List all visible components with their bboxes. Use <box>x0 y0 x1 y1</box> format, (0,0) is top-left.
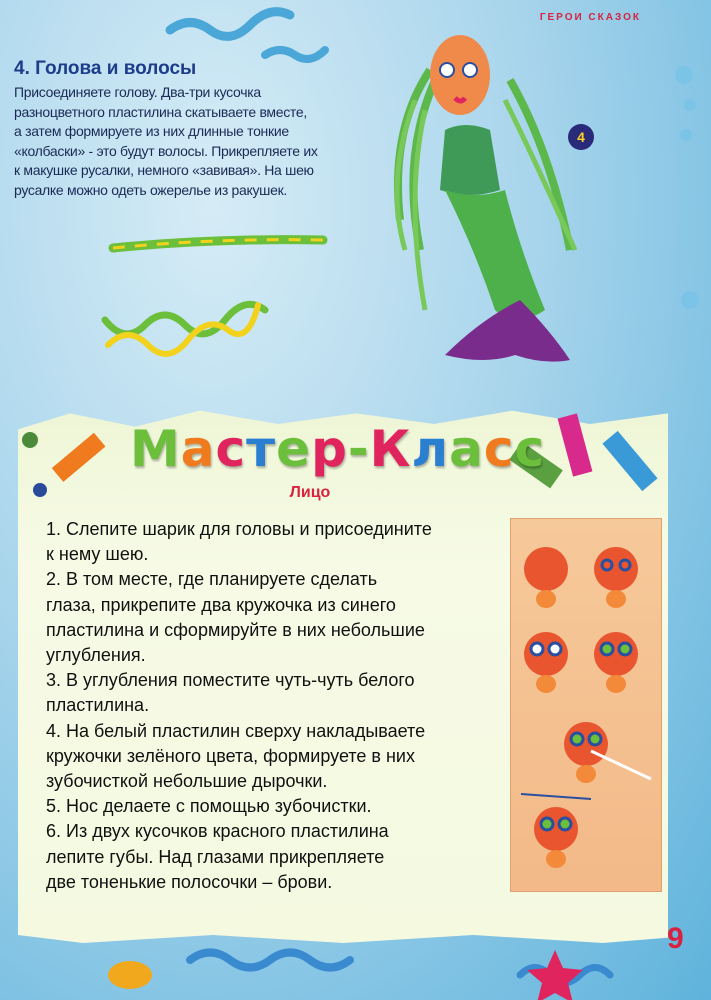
head-step-1 <box>524 547 568 608</box>
bubble <box>680 129 692 141</box>
section-tag: ГЕРОИ СКАЗОК <box>539 12 641 23</box>
title-letter: а <box>180 420 216 478</box>
master-class-subtitle: Лицо <box>289 484 331 501</box>
master-class-steps <box>46 517 516 895</box>
head-step-4 <box>594 632 638 693</box>
step-line: глаза, прикрепите два кружочка из синего <box>46 594 396 615</box>
bubble <box>681 291 699 309</box>
text-line: к макушке русалки, немного «завивая». На шею <box>14 162 314 178</box>
blue-bar <box>602 431 657 491</box>
title-letter: с <box>514 420 546 478</box>
title-letter: л <box>411 420 450 478</box>
title-letter: а <box>449 420 484 478</box>
wave-decoration <box>190 953 350 968</box>
bubble <box>684 99 696 111</box>
step-line: зубочисткой небольшие дырочки. <box>46 771 328 792</box>
step-line: 6. Из двух кусочков красного пластилина <box>46 821 389 842</box>
step-line: углубления. <box>46 645 146 666</box>
step-line: две тоненькие полосочки – брови. <box>46 871 333 892</box>
head-step-5 <box>564 722 651 783</box>
orange-bar <box>52 433 106 482</box>
title-letter: - <box>347 420 370 478</box>
step-line: кружочки зелёного цвета, формируете в них <box>46 745 415 766</box>
title-letter: т <box>246 420 277 478</box>
text-line: «колбаски» - это будут волосы. Прикрепляете их <box>14 142 318 159</box>
step-4-text <box>14 83 359 200</box>
plasticine-strand <box>105 304 265 334</box>
text-line: Присоединяете голову. Два-три кусочка <box>14 84 261 100</box>
step-line: к нему шею. <box>46 544 149 565</box>
step-badge: 4 <box>568 124 594 150</box>
wave-decoration <box>265 50 325 59</box>
title-letter: е <box>276 420 312 478</box>
bottom-decorations <box>0 930 711 1000</box>
pink-bar <box>558 413 593 476</box>
mermaid-figure <box>397 35 575 362</box>
title-letter: р <box>311 420 348 478</box>
step-line: пластилина. <box>46 695 150 716</box>
face-steps-illustration <box>511 519 661 891</box>
green-blob <box>22 432 38 448</box>
head-step-3 <box>524 632 568 693</box>
title-letter: М <box>130 420 181 478</box>
wave-decoration <box>170 12 290 37</box>
step-line: 2. В том месте, где планируете сделать <box>46 569 378 590</box>
text-line: разноцветного пластилина скатываете вместе, <box>14 103 307 120</box>
title-letter: К <box>369 420 412 478</box>
title-letter: с <box>483 420 515 478</box>
page-number: 9 <box>667 922 684 955</box>
face-steps-photo <box>510 518 662 892</box>
title-letter: с <box>215 420 247 478</box>
fish-icon <box>108 961 152 989</box>
text-line: а затем формируете из них длинные тонкие <box>14 123 289 139</box>
step-line: 4. На белый пластилин сверху накладываете <box>46 720 426 741</box>
step-line: 5. Нос делаете с помощью зубочистки. <box>46 796 372 817</box>
bubble <box>675 66 693 84</box>
step-line: лепите губы. Над глазами прикрепляете <box>46 846 385 867</box>
step-line: 1. Слепите шарик для головы и присоедините <box>46 519 432 539</box>
starfish-icon <box>527 950 583 1000</box>
step-line: пластилина и сформируйте в них небольшие <box>46 619 425 640</box>
step-line: 3. В углубления поместите чуть-чуть белого <box>46 670 415 691</box>
head-step-2 <box>594 547 638 608</box>
master-class-title <box>130 420 545 478</box>
head-step-6 <box>521 794 591 868</box>
step-4-heading: 4. Голова и волосы <box>14 58 197 79</box>
text-line: русалке можно одеть ожерелье из ракушек. <box>14 181 288 198</box>
